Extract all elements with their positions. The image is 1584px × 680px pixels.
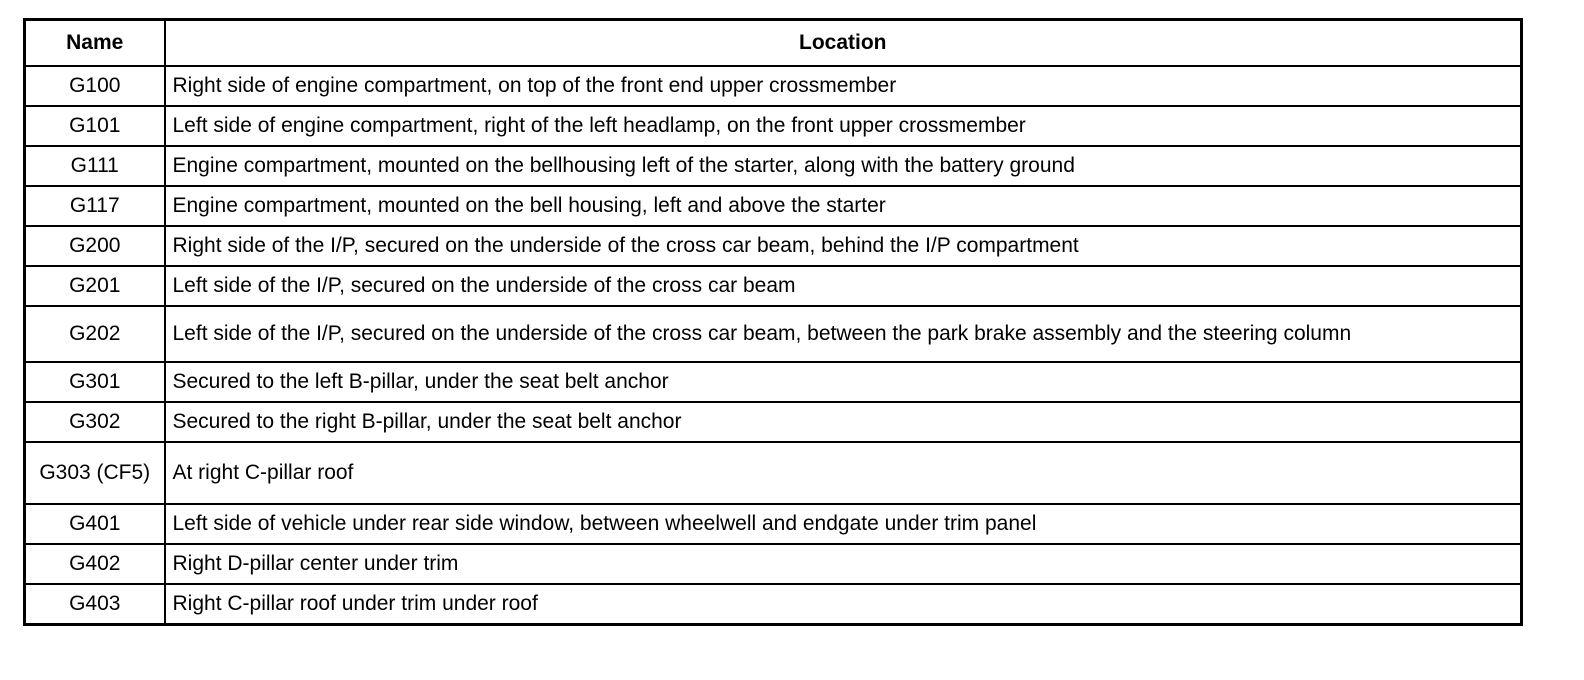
table-row — [25, 584, 1522, 625]
table-row — [25, 362, 1522, 402]
table-row — [25, 306, 1522, 362]
cell-name: G117 — [25, 186, 165, 226]
cell-location: Right side of the I/P, secured on the underside of the cross car beam, behind the I/P compartment — [165, 226, 1522, 266]
cell-location: Left side of vehicle under rear side window, between wheelwell and endgate under trim panel — [165, 504, 1522, 544]
header-name: Name — [25, 20, 165, 67]
cell-location: Secured to the right B-pillar, under the seat belt anchor — [165, 402, 1522, 442]
cell-name: G200 — [25, 226, 165, 266]
table-row — [25, 186, 1522, 226]
table-row — [25, 544, 1522, 584]
table-row — [25, 504, 1522, 544]
cell-location: Engine compartment, mounted on the bell housing, left and above the starter — [165, 186, 1522, 226]
cell-location: Left side of the I/P, secured on the underside of the cross car beam — [165, 266, 1522, 306]
cell-name: G111 — [25, 146, 165, 186]
cell-name: G302 — [25, 402, 165, 442]
cell-name: G202 — [25, 306, 165, 362]
cell-location: Left side of engine compartment, right of the left headlamp, on the front upper crossmember — [165, 106, 1522, 146]
header-location: Location — [165, 20, 1522, 67]
cell-name: G100 — [25, 66, 165, 106]
ground-locations-table — [23, 18, 1523, 626]
table-row — [25, 266, 1522, 306]
table-row — [25, 146, 1522, 186]
table-row — [25, 106, 1522, 146]
cell-name: G403 — [25, 584, 165, 625]
cell-location: Secured to the left B-pillar, under the seat belt anchor — [165, 362, 1522, 402]
cell-location: Right D-pillar center under trim — [165, 544, 1522, 584]
table-header-row — [25, 20, 1522, 67]
ground-locations-table-container — [23, 18, 1523, 626]
cell-location: Engine compartment, mounted on the bellhousing left of the starter, along with the battery ground — [165, 146, 1522, 186]
cell-name: G401 — [25, 504, 165, 544]
cell-name: G402 — [25, 544, 165, 584]
cell-location: Right C-pillar roof under trim under roof — [165, 584, 1522, 625]
cell-location: Left side of the I/P, secured on the underside of the cross car beam, between the park brake assembly and the steering column — [165, 306, 1522, 362]
table-row — [25, 442, 1522, 504]
cell-name: G303 (CF5) — [25, 442, 165, 504]
table-row — [25, 66, 1522, 106]
cell-location: At right C-pillar roof — [165, 442, 1522, 504]
table-row — [25, 402, 1522, 442]
table-row — [25, 226, 1522, 266]
cell-name: G101 — [25, 106, 165, 146]
cell-location: Right side of engine compartment, on top of the front end upper crossmember — [165, 66, 1522, 106]
cell-name: G301 — [25, 362, 165, 402]
cell-name: G201 — [25, 266, 165, 306]
